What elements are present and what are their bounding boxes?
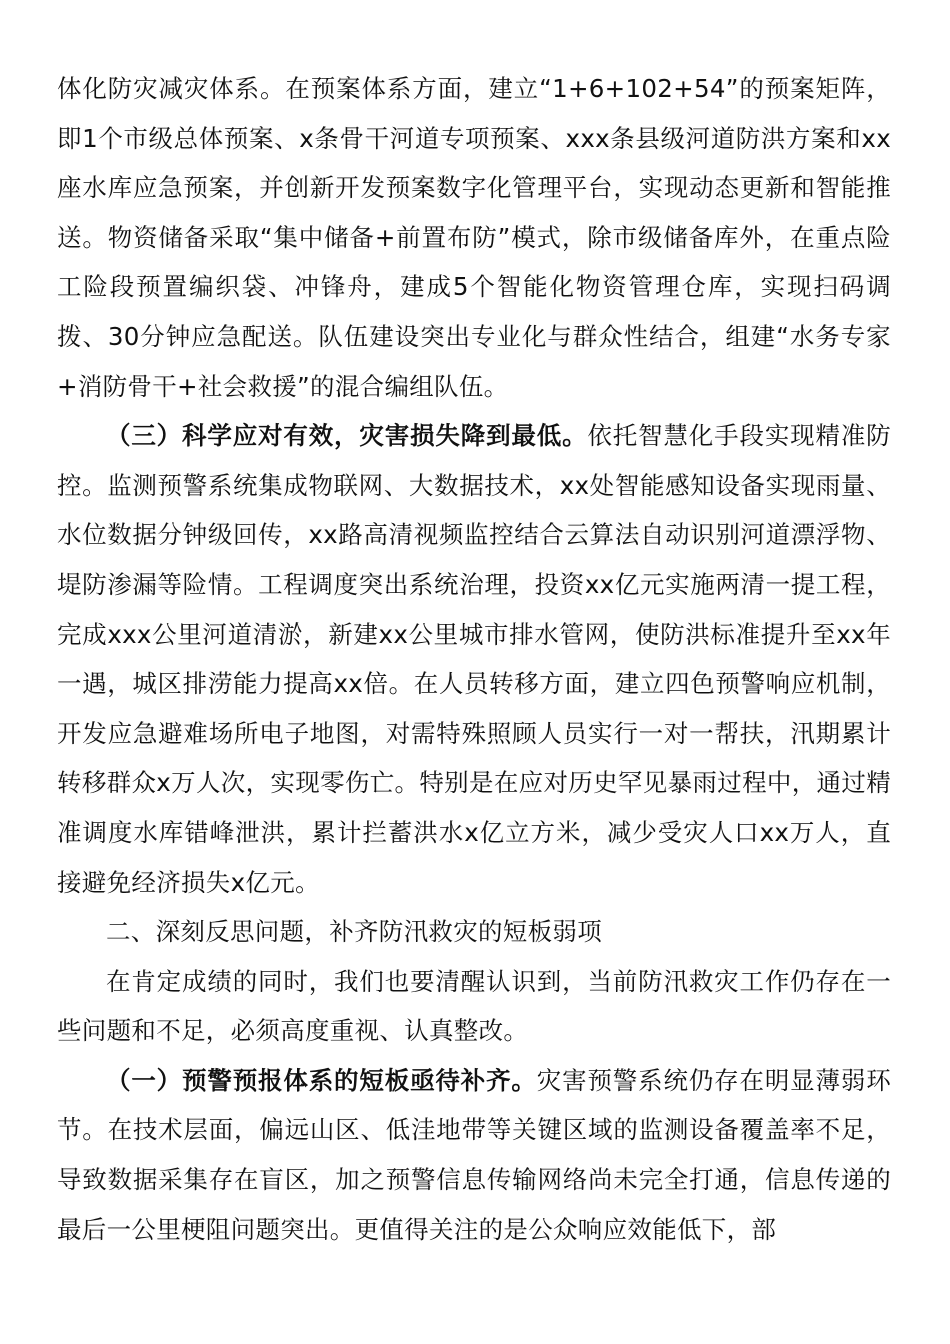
paragraph-early-warning <box>57 1056 891 1254</box>
paragraph-text: 灾害预警系统仍存在明显薄弱环节。在技术层面，偏远山区、低洼地带等关键区域的监测设备覆盖率不足，导致数据采集存在盲区，加之预警信息传输网络尚未完全打通，信息传递的最后一公里梗阻问题突出。更值得关注的是公众响应效能低下，部 <box>57 1065 891 1244</box>
subheading-scientific-response: （三）科学应对有效，灾害损失降到最低。 <box>106 421 588 451</box>
paragraph-acknowledge-problems <box>57 957 891 1056</box>
paragraph-plan-system <box>57 64 891 411</box>
paragraph-text: 体化防灾减灾体系。在预案体系方面，建立“1+6+102+54”的预案矩阵，即1个市级总体预案、x条骨干河道专项预案、xxx条县级河道防洪方案和xx座水库应急预案，并创新开发预案数字化管理平台，实现动态更新和智能推送。物资储备采取“集中储备+前置布防”模式，除市级储备库外，在重点险工险段预置编织袋、冲锋舟，建成5个智能化物资管理仓库，实现扫码调拨、30分钟应急配送。队伍建设突出专业化与群众性结合，组建“水务专家+消防骨干+社会救援”的混合编组队伍。 <box>57 74 891 401</box>
paragraph-scientific-response <box>57 411 891 907</box>
paragraph-text: 依托智慧化手段实现精准防控。监测预警系统集成物联网、大数据技术，xx处智能感知设备实现雨量、水位数据分钟级回传，xx路高清视频监控结合云算法自动识别河道漂浮物、堤防渗漏等险情。工程调度突出系统治理，投资xx亿元实施两清一提工程，完成xxx公里河道清淤，新建xx公里城市排水管网，使防洪标准提升至xx年一遇，城区排涝能力提高xx倍。在人员转移方面，建立四色预警响应机制，开发应急避难场所电子地图，对需特殊照顾人员实行一对一帮扶，汛期累计转移群众x万人次，实现零伤亡。特别是在应对历史罕见暴雨过程中，通过精准调度水库错峰泄洪，累计拦蓄洪水x亿立方米，减少受灾人口xx万人，直接避免经济损失x亿元。 <box>57 421 891 897</box>
paragraph-text: 在肯定成绩的同时，我们也要清醒认识到，当前防汛救灾工作仍存在一些问题和不足，必须高度重视、认真整改。 <box>57 966 891 1046</box>
subheading-early-warning: （一）预警预报体系的短板亟待补齐。 <box>106 1065 537 1095</box>
section-heading-reflect-problems: 二、深刻反思问题，补齐防汛救灾的短板弱项 <box>106 917 602 947</box>
document-page <box>57 64 891 1254</box>
